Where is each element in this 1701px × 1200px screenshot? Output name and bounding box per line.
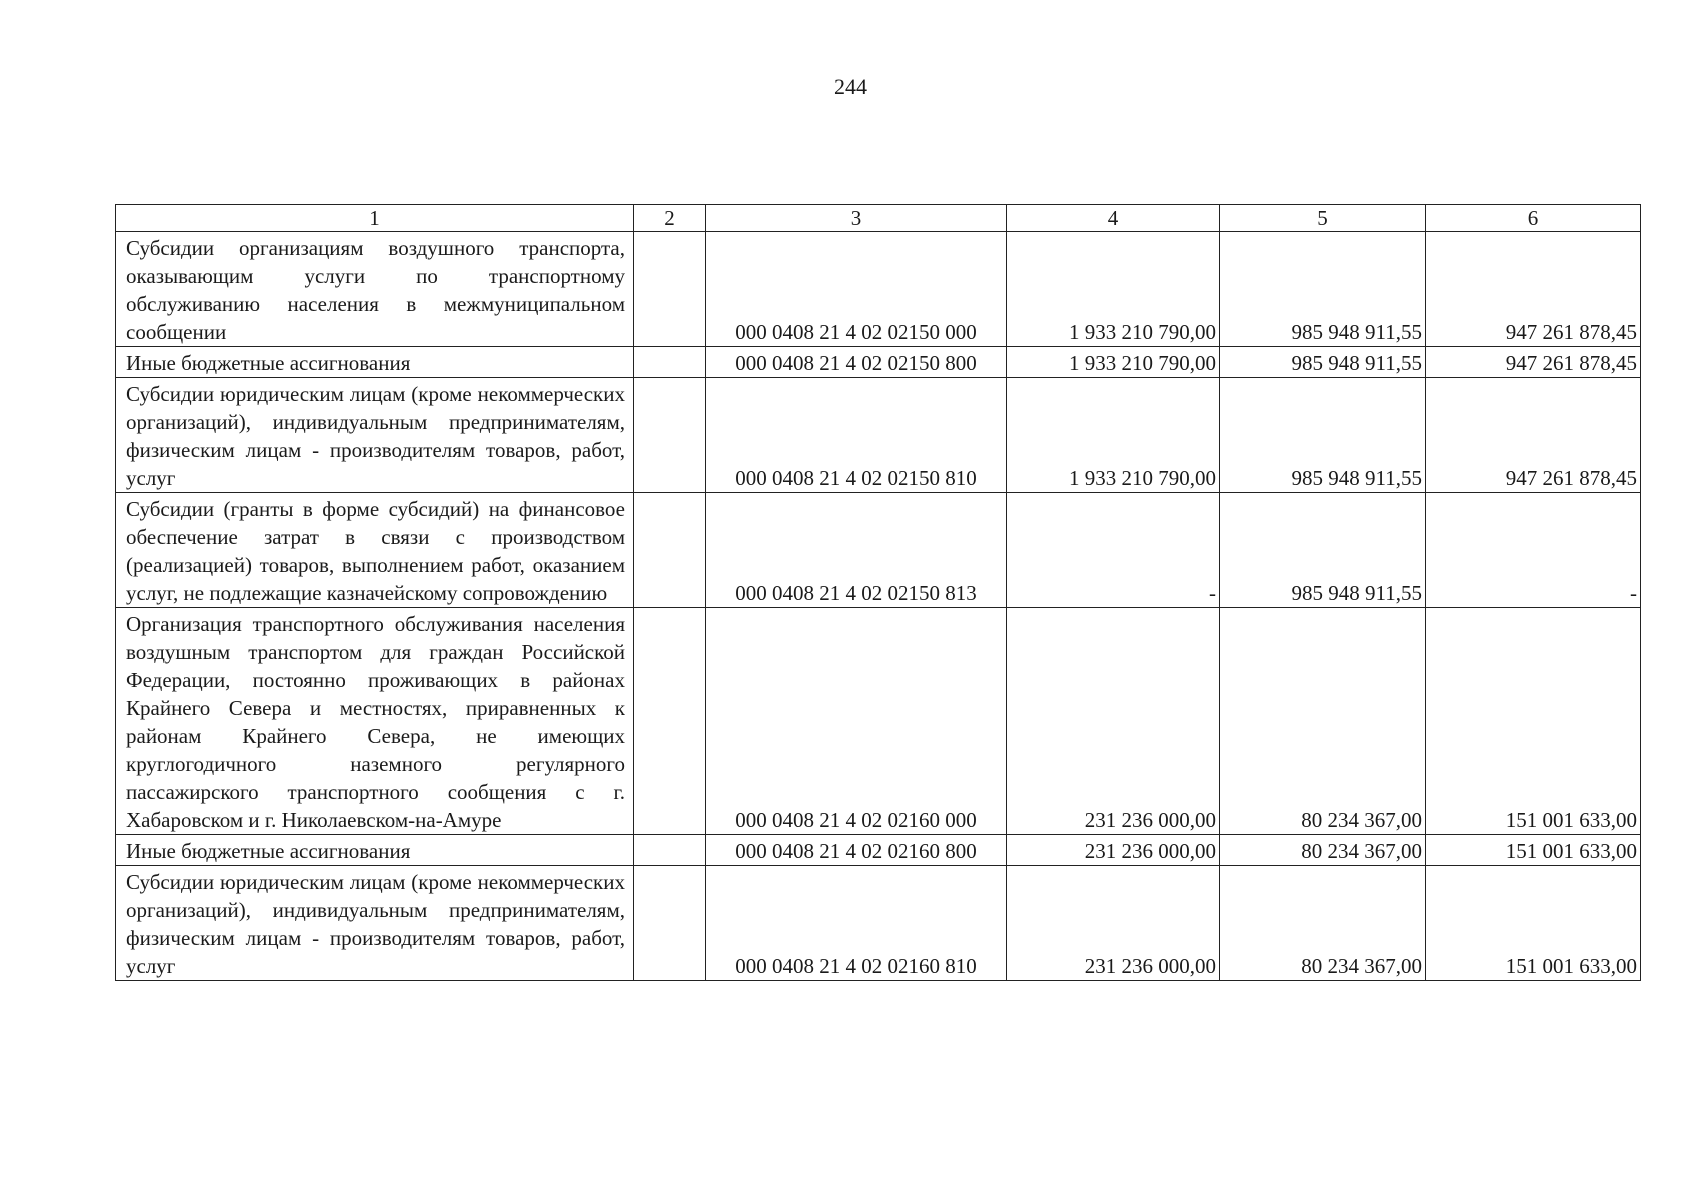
- column-header: 2: [634, 205, 706, 232]
- table-row: [116, 232, 1641, 347]
- row-amount-5: 80 234 367,00: [1220, 866, 1426, 981]
- row-amount-6: 151 001 633,00: [1426, 835, 1641, 866]
- table-row: [116, 347, 1641, 378]
- row-code: 000 0408 21 4 02 02150 000: [706, 232, 1007, 347]
- row-amount-4: -: [1007, 493, 1220, 608]
- row-code: 000 0408 21 4 02 02150 813: [706, 493, 1007, 608]
- row-col2: [634, 866, 706, 981]
- table-row: [116, 493, 1641, 608]
- row-name: Иные бюджетные ассигнования: [116, 835, 634, 866]
- row-name: Субсидии организациям воздушного транспорта, оказывающим услуги по транспортному обслуживанию населения в межмуниципальном сообщении: [116, 232, 634, 347]
- table-header-row: [116, 205, 1641, 232]
- row-name: Иные бюджетные ассигнования: [116, 347, 634, 378]
- column-header: 5: [1220, 205, 1426, 232]
- row-amount-5: 985 948 911,55: [1220, 347, 1426, 378]
- row-amount-4: 231 236 000,00: [1007, 608, 1220, 835]
- row-col2: [634, 608, 706, 835]
- page-number: 244: [834, 74, 867, 99]
- column-header: 1: [116, 205, 634, 232]
- row-code: 000 0408 21 4 02 02150 810: [706, 378, 1007, 493]
- row-amount-5: 985 948 911,55: [1220, 378, 1426, 493]
- row-col2: [634, 347, 706, 378]
- column-header: 6: [1426, 205, 1641, 232]
- row-col2: [634, 378, 706, 493]
- row-amount-6: -: [1426, 493, 1641, 608]
- row-code: 000 0408 21 4 02 02160 000: [706, 608, 1007, 835]
- row-code: 000 0408 21 4 02 02160 800: [706, 835, 1007, 866]
- row-code: 000 0408 21 4 02 02160 810: [706, 866, 1007, 981]
- row-name: Субсидии (гранты в форме субсидий) на финансовое обеспечение затрат в связи с производством (реализацией) товаров, выполнением работ, оказанием услуг, не подлежащие казначейскому сопровождению: [116, 493, 634, 608]
- row-amount-4: 231 236 000,00: [1007, 835, 1220, 866]
- table-row: [116, 835, 1641, 866]
- row-name: Субсидии юридическим лицам (кроме некоммерческих организаций), индивидуальным предпринимателям, физическим лицам - производителям товаров, работ, услуг: [116, 866, 634, 981]
- row-amount-4: 231 236 000,00: [1007, 866, 1220, 981]
- row-amount-5: 985 948 911,55: [1220, 493, 1426, 608]
- row-amount-6: 947 261 878,45: [1426, 347, 1641, 378]
- row-name: Организация транспортного обслуживания населения воздушным транспортом для граждан Российской Федерации, постоянно проживающих в районах Крайнего Севера и местностях, приравненных к районам Крайнего Севера, не имеющих круглогодичного наземного регулярного пассажирского транспортного сообщения с г. Хабаровском и г. Николаевском-на-Амуре: [116, 608, 634, 835]
- row-amount-6: 947 261 878,45: [1426, 378, 1641, 493]
- row-amount-5: 985 948 911,55: [1220, 232, 1426, 347]
- column-header: 3: [706, 205, 1007, 232]
- row-amount-6: 151 001 633,00: [1426, 608, 1641, 835]
- row-amount-5: 80 234 367,00: [1220, 835, 1426, 866]
- row-name: Субсидии юридическим лицам (кроме некоммерческих организаций), индивидуальным предпринимателям, физическим лицам - производителям товаров, работ, услуг: [116, 378, 634, 493]
- row-amount-4: 1 933 210 790,00: [1007, 347, 1220, 378]
- row-amount-4: 1 933 210 790,00: [1007, 378, 1220, 493]
- table-row: [116, 378, 1641, 493]
- table-row: [116, 608, 1641, 835]
- row-code: 000 0408 21 4 02 02150 800: [706, 347, 1007, 378]
- row-amount-4: 1 933 210 790,00: [1007, 232, 1220, 347]
- table-row: [116, 866, 1641, 981]
- row-col2: [634, 835, 706, 866]
- row-amount-5: 80 234 367,00: [1220, 608, 1426, 835]
- row-amount-6: 947 261 878,45: [1426, 232, 1641, 347]
- budget-table: [115, 204, 1641, 981]
- row-col2: [634, 232, 706, 347]
- row-col2: [634, 493, 706, 608]
- row-amount-6: 151 001 633,00: [1426, 866, 1641, 981]
- column-header: 4: [1007, 205, 1220, 232]
